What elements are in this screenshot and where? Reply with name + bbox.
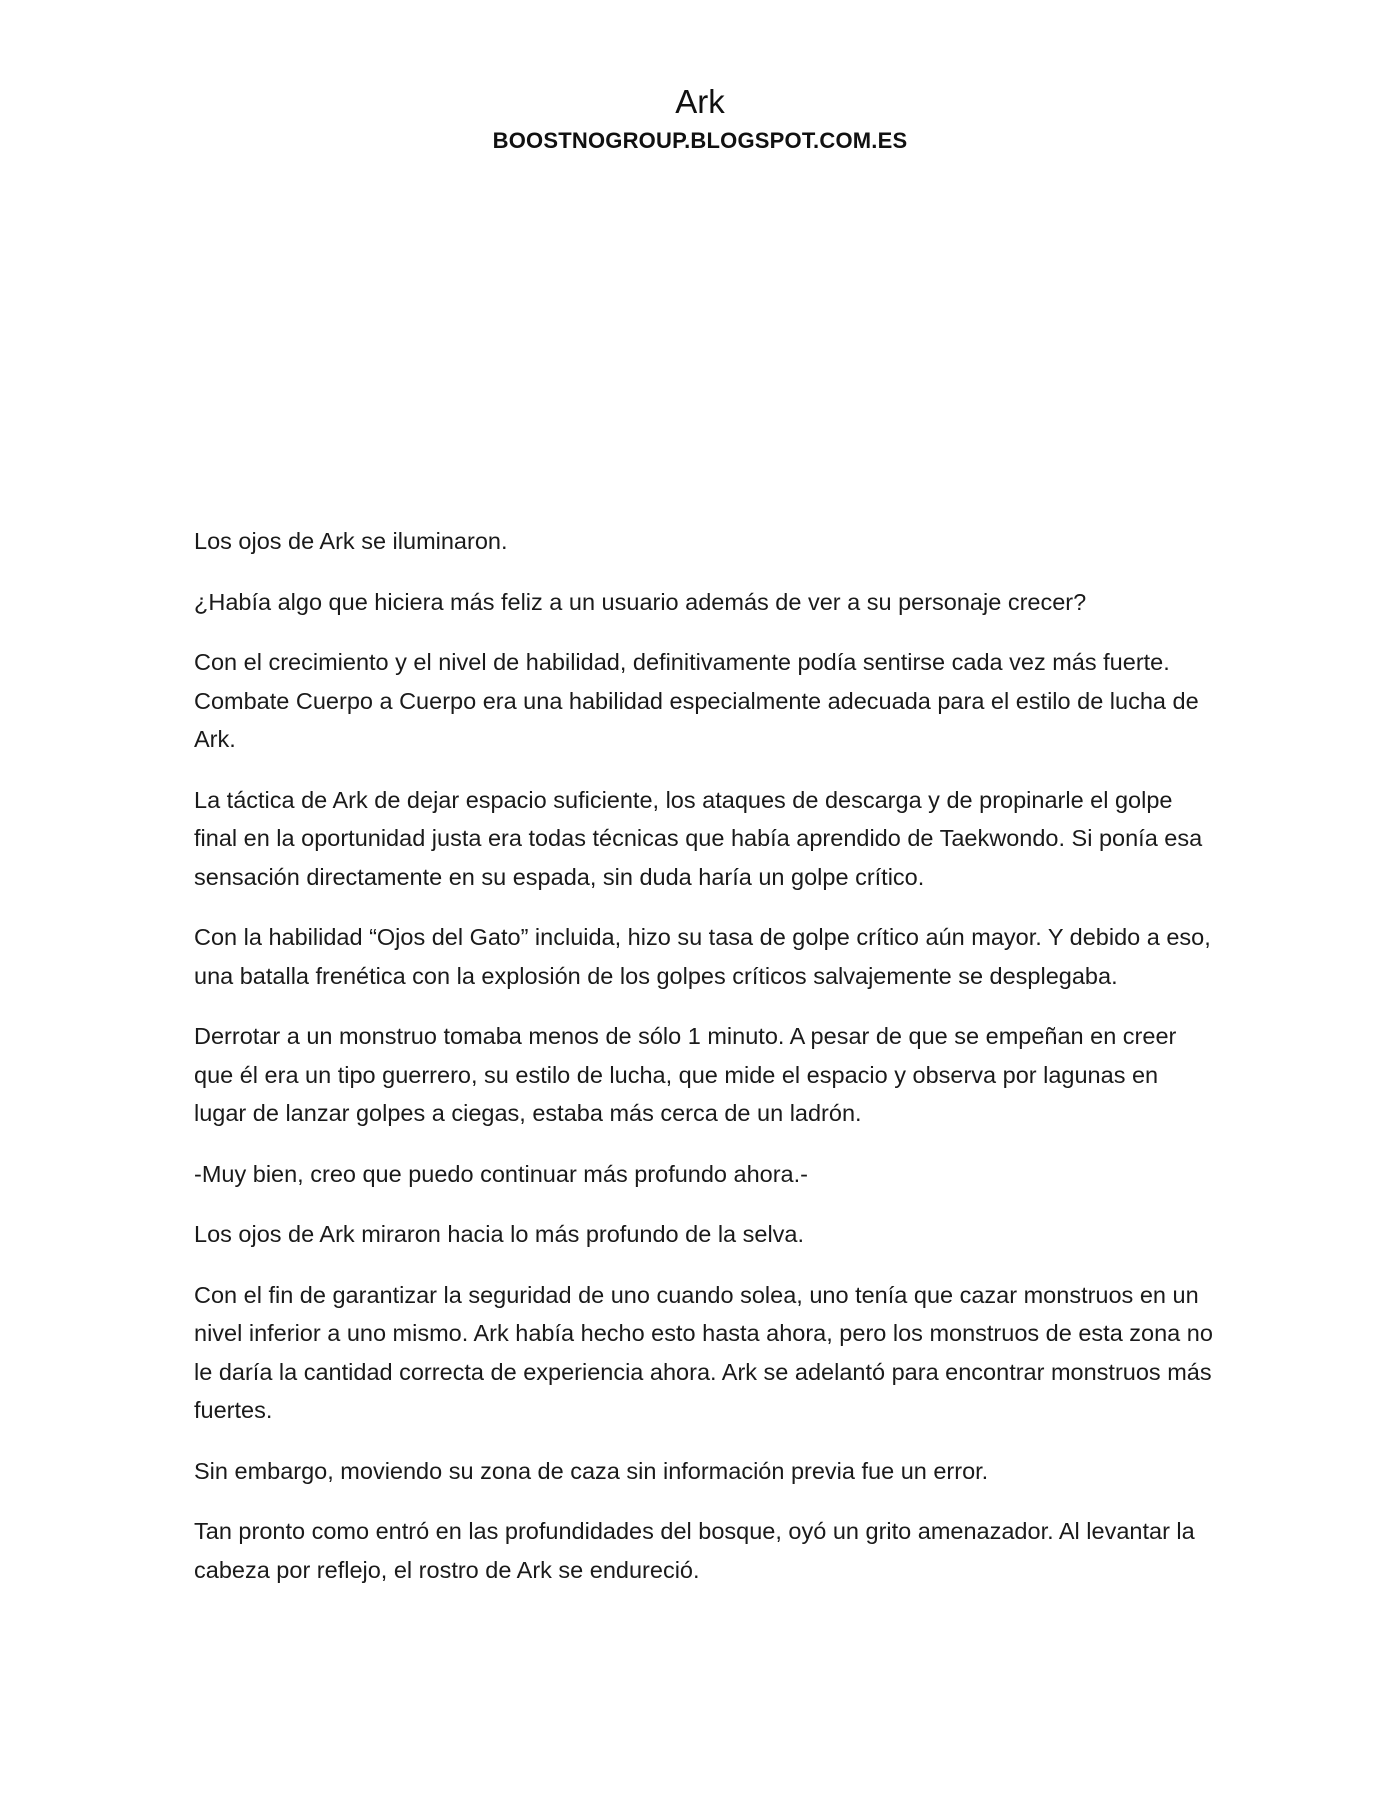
paragraph: Sin embargo, moviendo su zona de caza sin información previa fue un error.	[194, 1457, 989, 1484]
paragraph: Con la habilidad “Ojos del Gato” incluida, hizo su tasa de golpe crítico aún mayor. Y debido a eso, una batalla frenética con la explosión de los golpes críticos salvajemente se desplegaba.	[194, 924, 1211, 989]
paragraph: Tan pronto como entró en las profundidades del bosque, oyó un grito amenazador. Al levantar la cabeza por reflejo, el rostro de Ark se endureció.	[194, 1518, 1195, 1583]
paragraph: Derrotar a un monstruo tomaba menos de sólo 1 minuto. A pesar de que se empeñan en creer que él era un tipo guerrero, su estilo de lucha, que mide el espacio y observa por lagunas en lugar de lanzar golpes a ciegas, estaba más cerca de un ladrón.	[194, 1023, 1177, 1126]
paragraph: Con el crecimiento y el nivel de habilidad, definitivamente podía sentirse cada vez más fuerte. Combate Cuerpo a Cuerpo era una habilidad especialmente adecuada para el estilo de lucha de Ark.	[194, 649, 1199, 752]
paragraph: La táctica de Ark de dejar espacio suficiente, los ataques de descarga y de propinarle el golpe final en la oportunidad justa era todas técnicas que había aprendido de Taekwondo. Si ponía esa sensación directamente en su espada, sin duda haría un golpe crítico.	[194, 786, 1203, 890]
page-header	[0, 82, 1400, 156]
paragraph: Los ojos de Ark se iluminaron.	[194, 528, 508, 554]
paragraph: ¿Había algo que hiciera más feliz a un usuario además de ver a su personaje crecer?	[194, 588, 1087, 615]
page-title: Ark	[675, 83, 725, 120]
paragraph: Los ojos de Ark miraron hacia lo más profundo de la selva.	[194, 1221, 805, 1247]
paragraph: Con el fin de garantizar la seguridad de uno cuando solea, uno tenía que cazar monstruos en un nivel inferior a uno mismo. Ark había hecho esto hasta ahora, pero los monstruos de esta zona no le daría la cantidad correcta de experiencia ahora. Ark se adelantó para encontrar monstruos más fuertes.	[194, 1281, 1213, 1423]
document-body	[194, 522, 1214, 1611]
page-subtitle: BOOSTNOGROUP.BLOGSPOT.COM.ES	[492, 128, 908, 153]
paragraph: -Muy bien, creo que puedo continuar más profundo ahora.-	[194, 1160, 808, 1187]
